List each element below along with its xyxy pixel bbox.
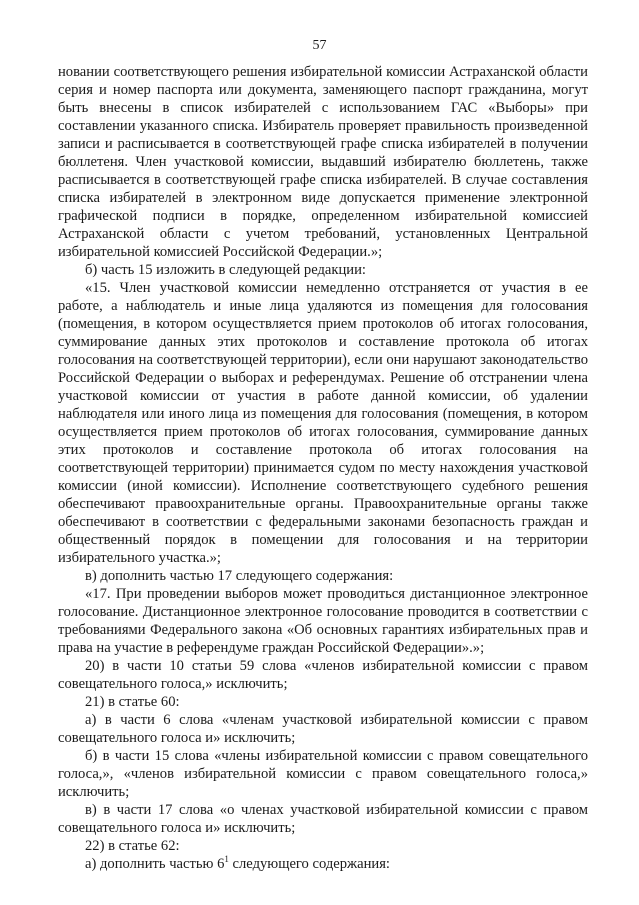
page-number: 57 (312, 38, 327, 53)
paragraph: 21) в статье 60: (85, 694, 180, 710)
superscript: 1 (224, 854, 229, 864)
paragraph-last (58, 855, 588, 873)
paragraph: новании соответствующего решения избирательной комиссии Астраханской области серия и номер паспорта или документа, заменяющего паспорт гражданина, могут быть внесены в список избирателей с использованием ГАС «Выборы» при составлении указанного списка. Избиратель проверяет правильность произведенной записи и расписывается в соответствующей графе списка избирателей в получении бюллетеня. Член участковой комиссии, выдавший избирателю бюллетень, также расписывается в соответствующей графе списка избирателей. В случае составления списка избирателей в электронном виде допускается применение электронной графической подписи в порядке, определенном избирательной комиссией Астраханской области с учетом требований, установленных Центральной избирательной комиссией Российской Федерации.»; (58, 64, 588, 260)
paragraph: б) в части 15 слова «члены избирательной комиссии с правом совещательного голоса,», «членов избирательной комиссии с правом совещательного голоса,» исключить; (58, 748, 588, 800)
paragraph: «17. При проведении выборов может проводиться дистанционное электронное голосование. Дистанционное электронное голосование проводится в соответствии с требованиями Федерального закона «Об основных гарантиях избирательных прав и права на участие в референдуме граждан Российской Федерации».»; (58, 586, 588, 656)
paragraph: а) в части 6 слова «членам участковой избирательной комиссии с правом совещательного голоса и» исключить; (58, 712, 588, 746)
last-line-end: следующего содержания: (228, 856, 390, 872)
paragraph: в) в части 17 слова «о членах участковой избирательной комиссии с правом совещательного голоса и» исключить; (58, 802, 588, 836)
paragraph: б) часть 15 изложить в следующей редакции: (85, 262, 366, 278)
body-text (58, 63, 588, 873)
paragraph: 22) в статье 62: (85, 838, 180, 854)
last-line-start: а) дополнить частью 6 (85, 856, 225, 872)
paragraph: 20) в части 10 статьи 59 слова «членов избирательной комиссии с правом совещательного голоса,» исключить; (58, 658, 588, 692)
paragraph: «15. Член участковой комиссии немедленно отстраняется от участия в ее работе, а наблюдатель и иные лица удаляются из помещения для голосования (помещения, в котором осуществляется прием протоколов об итогах голосования, суммирование данных этих протоколов и составление протокола об итогах голосования на соответствующей территории), если они нарушают законодательство Российской Федерации о выборах и референдумах. Решение об отстранении члена участковой комиссии от участия в работе данной комиссии, об удалении наблюдателя или иного лица из помещения для голосования (помещения, в котором осуществляется прием протоколов об итогах голосования, суммирование данных этих протоколов и составление протокола об итогах голосования на соответствующей территории) принимается судом по месту нахождения участковой комиссии (иной комиссии). Исполнение соответствующего судебного решения обеспечивают правоохранительные органы. Правоохранительные органы также обеспечивают в соответствии с федеральными законами безопасность граждан и общественный порядок в помещении для голосования и на территории избирательного участка.»; (58, 280, 588, 566)
paragraph: в) дополнить частью 17 следующего содержания: (85, 568, 394, 584)
